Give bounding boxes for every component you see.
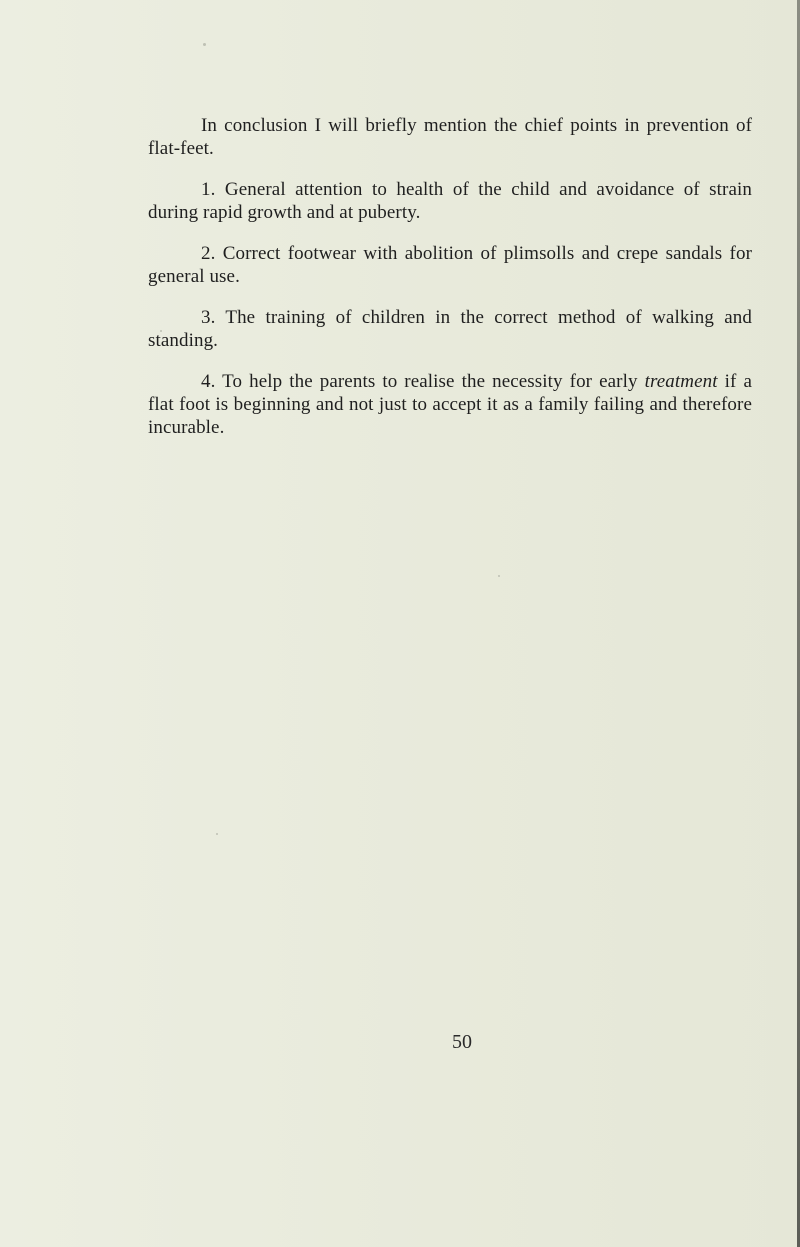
point-4-text-before: To help the parents to realise the necessity for early (222, 371, 638, 392)
point-3-paragraph (148, 306, 752, 352)
intro-paragraph: In conclusion I will briefly mention the chief points in prevention of flat-feet. (148, 115, 752, 159)
point-3-text: The training of children in the correct method of walking and standing. (148, 307, 752, 351)
page-number: 50 (452, 1031, 472, 1053)
point-4-text-after: if a flat foot is beginning and not just to accept it as a family failing and therefore incurable. (148, 371, 752, 438)
point-4-number: 4. (201, 371, 216, 392)
paper-speck (216, 833, 218, 835)
document-body (148, 114, 752, 439)
point-2-text: Correct footwear with abolition of plimsolls and crepe sandals for general use. (148, 243, 752, 287)
paper-speck (203, 43, 206, 46)
point-1-paragraph (148, 178, 752, 224)
point-4-emphasis: treatment (644, 371, 718, 392)
point-1-number: 1. (201, 179, 216, 200)
point-2-paragraph (148, 242, 752, 288)
point-1-text: General attention to health of the child and avoidance of strain during rapid growth and at puberty. (148, 179, 752, 223)
point-3-number: 3. (201, 307, 216, 328)
point-4-paragraph (148, 370, 752, 439)
paper-speck (498, 575, 500, 577)
point-2-number: 2. (201, 243, 216, 264)
